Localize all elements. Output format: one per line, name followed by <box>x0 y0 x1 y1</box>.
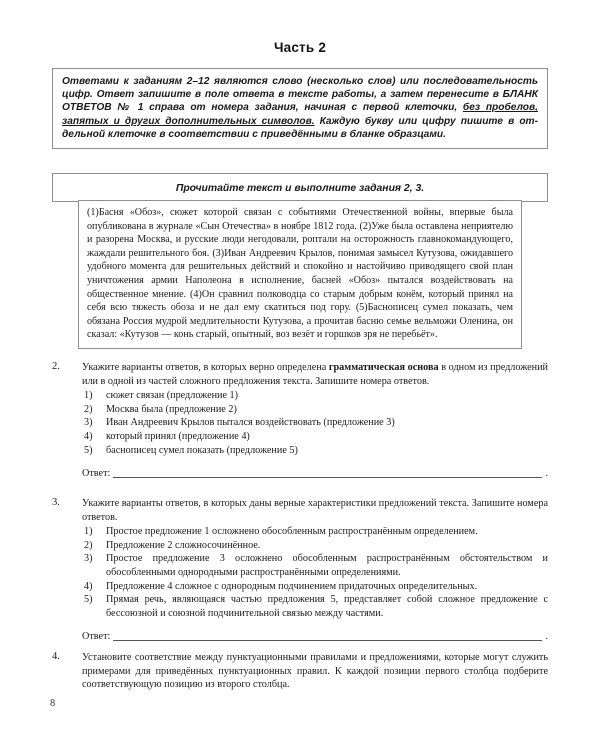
task-3-option-3[interactable] <box>82 552 548 579</box>
task-3-answer-input[interactable] <box>113 629 542 641</box>
task-4-number: 4. <box>52 651 60 662</box>
task-2-option-3-label: Иван Андреевич Крылов пытался воздействовать (предложение 3) <box>106 417 395 429</box>
task-3-option-5-marker: 5) <box>84 594 93 606</box>
task-2-option-4-marker: 4) <box>84 430 93 442</box>
task-2-stem-part2: в одном из предложений или в одной из частей сложного предложения текста. Запишите номера ответов. <box>82 362 548 387</box>
page-number: 8 <box>50 698 56 709</box>
task-2-option-1-marker: 1) <box>84 390 93 402</box>
passage-text: (1)Басня «Обоз», сюжет которой связан с событиями Отечественной войны, впервые была опубликована в журнале «Сын Отечества» в ноябре 1812 года. (2)Уже была оставлена неприятелю и разорена Москва, и русские люди негодовали, роптали на осторожность главнокомандующего, жаждали решительного боя. (3)Иван Андреевич Крылов, понимая замысел Кутузова, ожидавшего удобного момента для решительных действий и спокойно и настойчиво приводящего свой план уничтожения армии Наполеона в исполнение, басней «Обоз» пытался воздействовать на общественное мнение. (4)Он сравнил полководца со старым добрым конём, который принял на себя всю тяжесть обоза и не дал ему скатиться под гору. (5)Баснописец сумел показать, чем обязана Россия мудрой медлительности Кутузова, а прочитав басню семье вельможи Оленина, он сказал: «Кутузов — конь старый, опытный, воз везёт и горшков зря не перебьёт». <box>87 207 513 341</box>
task-2-answer-label: Ответ: <box>82 468 111 480</box>
task-2-answer-period: . <box>545 468 548 480</box>
task-4-body <box>82 651 548 692</box>
instruction-text <box>62 75 538 141</box>
task-3-option-2-marker: 2) <box>84 539 93 551</box>
instruction-line-4-underlined: запятых и других дополнительных символов. <box>62 115 315 127</box>
task-2-option-1-label: сюжет связан (предложение 1) <box>106 390 239 402</box>
task-3-option-1[interactable] <box>82 525 548 539</box>
task-3-option-3-label: Простое предложение 3 осложнено обособленным распространённым обстоятельством и обособленными однородными распространёнными определениями. <box>106 553 548 578</box>
task-2-option-5-label: баснописец сумел показать (предложение 5) <box>106 444 298 456</box>
task-2 <box>52 361 548 479</box>
task-2-answer-row <box>82 466 548 479</box>
instruction-line-5: дельной клеточке в соответствии с приведёнными в бланке образцами. <box>62 128 446 140</box>
task-2-option-5[interactable] <box>82 444 548 458</box>
task-3-option-5-label: Прямая речь, являющаяся частью предложения 5, представляет собой сложное предложение с бессоюзной и союзной подчинительной связью между частями. <box>106 594 548 619</box>
task-2-answer-input[interactable] <box>113 466 542 478</box>
task-3-option-1-marker: 1) <box>84 526 93 538</box>
task-2-option-3-marker: 3) <box>84 417 93 429</box>
task-2-option-3[interactable] <box>82 416 548 430</box>
task-3-options <box>82 525 548 620</box>
instruction-line-2: цифр. Ответ запишите в поле ответа в тексте работы, а затем перенесите в БЛАНК <box>62 89 538 101</box>
instruction-line-3-underlined: без пробелов, <box>462 102 538 114</box>
task-3-stem: Укажите варианты ответов, в которых даны верные характеристики предложений текста. Запишите номера ответов. <box>82 498 548 523</box>
task-2-options <box>82 389 548 457</box>
passage-box <box>78 200 522 349</box>
task-2-option-5-marker: 5) <box>84 444 93 456</box>
task-3-option-4-label: Предложение 4 сложное с однородным подчинением придаточных определительных. <box>106 580 478 592</box>
instruction-box <box>52 68 548 149</box>
task-2-body <box>82 361 548 479</box>
instruction-line-1: Ответами к заданиям 2–12 являются слово (несколько слов) или последовательность <box>62 76 538 87</box>
task-2-number: 2. <box>52 361 60 372</box>
task-3-option-2[interactable] <box>82 539 548 553</box>
task-2-option-4[interactable] <box>82 430 548 444</box>
task-4-stem: Установите соответствие между пунктуационными правилами и предложениями, которые могут служить примерами для приведённых пунктуационных правил. К каждой позиции первого столбца подберите соответствующую позицию из второго столбца. <box>82 652 548 691</box>
task-2-option-2[interactable] <box>82 403 548 417</box>
task-2-stem-part1: Укажите варианты ответов, в которых верно определена <box>82 362 329 373</box>
task-2-option-2-marker: 2) <box>84 403 93 415</box>
task-3-option-4[interactable] <box>82 580 548 594</box>
task-3-option-5[interactable] <box>82 593 548 620</box>
task-2-option-1[interactable] <box>82 389 548 403</box>
instruction-line-3: ОТВЕТОВ № 1 справа от номера задания, начиная с первой клеточки, <box>62 102 463 114</box>
task-4 <box>52 651 548 692</box>
read-text-banner <box>52 173 548 202</box>
task-3-number: 3. <box>52 497 60 508</box>
task-3-option-2-label: Предложение 2 сложносочинённое. <box>106 539 261 551</box>
read-text-banner-label: Прочитайте текст и выполните задания 2, 3. <box>175 183 425 194</box>
task-3-answer-label: Ответ: <box>82 631 111 643</box>
task-2-option-4-label: который принял (предложение 4) <box>106 430 250 442</box>
task-2-option-2-label: Москва была (предложение 2) <box>106 403 237 415</box>
task-3-body <box>82 497 548 642</box>
task-3 <box>52 497 548 642</box>
page-title: Часть 2 <box>273 40 327 55</box>
task-3-answer-period: . <box>545 631 548 643</box>
task-3-answer-row <box>82 629 548 642</box>
task-3-option-4-marker: 4) <box>84 580 93 592</box>
task-3-option-1-label: Простое предложение 1 осложнено обособленным распространённым определением. <box>106 526 478 538</box>
task-2-stem <box>82 361 548 388</box>
task-3-option-3-marker: 3) <box>84 553 93 565</box>
instruction-line-4-rest: Каждую букву или цифру пишите в от- <box>314 115 539 127</box>
task-2-stem-emphasis: грамматическая основа <box>328 362 439 373</box>
